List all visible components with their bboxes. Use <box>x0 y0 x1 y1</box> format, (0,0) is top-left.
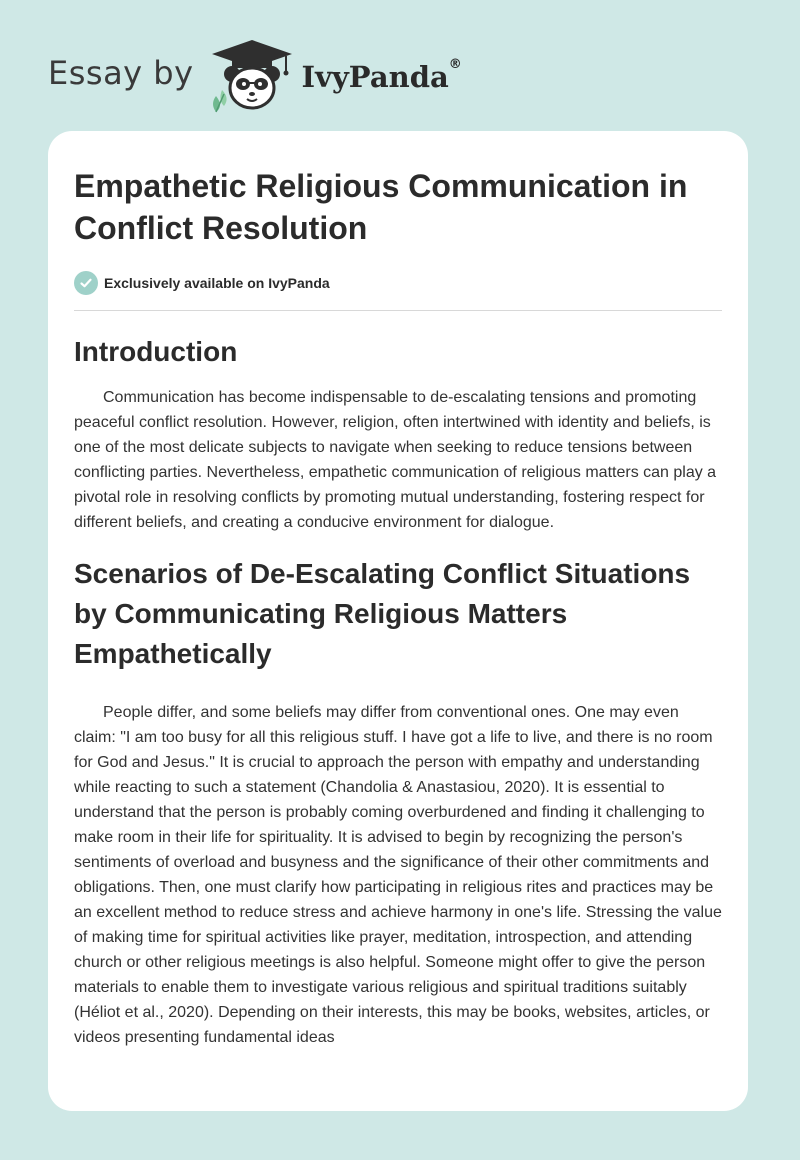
essay-title: Empathetic Religious Communication in Conflict Resolution <box>74 168 688 246</box>
registered-mark: ® <box>448 57 462 72</box>
section-heading-scenarios: Scenarios of De-Escalating Conflict Situations by Communicating Religious Matters Empathetically <box>74 558 691 669</box>
essay-by-label: Essay by <box>48 54 194 92</box>
exclusive-badge <box>74 269 722 297</box>
section-paragraph-introduction: Communication has become indispensable to de-escalating tensions and promoting peaceful conflict resolution. However, religion, often intertwined with identity and beliefs, is one of the most delicate subjects to navigate when seeking to reduce tensions between conflicting parties. Nevertheless, empathetic communication of religious matters can play a pivotal role in resolving conflicts by promoting mutual understanding, fostering respect for different beliefs, and creating a conducive environment for dialogue. <box>74 389 717 531</box>
section-heading-introduction: Introduction <box>74 336 238 367</box>
essay-content <box>74 165 722 1050</box>
section-paragraph-scenarios: People differ, and some beliefs may differ from conventional ones. One may even claim: "I am too busy for all this religious stuff. I have got a life to live, and there is no room for God and Jesus." It is crucial to approach the person with empathy and understanding while reacting to such a statement (Chandolia & Anastasiou, 2020). It is essential to understand that the person is probably coming overburdened and finding it challenging to make room in their life for spirituality. It is advised to begin by recognizing the person's sentiments of overload and busyness and the significance of their other commitments and obligations. Then, one must clarify how participating in religious rites and practices may be an excellent method to reduce stress and achieve harmony in one's life. Stressing the value of making time for spiritual activities like prayer, meditation, introspection, and attending church or other religious meetings is also helpful. Someone might offer to give the person materials to enable them to investigate various religious and spiritual traditions suitably (Héliot et al., 2020). Depending on their interests, this may be books, websites, articles, or videos presenting fundamental ideas <box>74 704 722 1046</box>
title-divider <box>74 310 722 311</box>
site-header <box>48 36 508 116</box>
essay-card <box>48 131 748 1111</box>
check-icon <box>74 271 98 295</box>
exclusive-badge-label: Exclusively available on IvyPanda <box>104 275 330 291</box>
panda-graduate-logo-icon[interactable] <box>208 38 296 114</box>
brand-name[interactable]: IvyPanda® <box>301 57 462 94</box>
